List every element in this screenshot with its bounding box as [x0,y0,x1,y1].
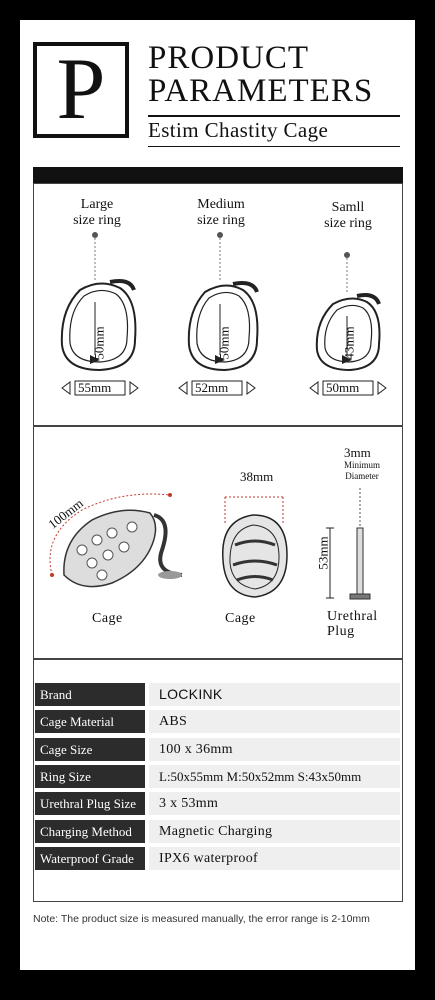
ring-label-line: size ring [73,213,121,228]
cage-front-drawing [205,485,300,605]
cage-front-caption: Cage [225,611,256,626]
ring-large-height: 50mm [91,326,107,360]
measurement-note: Note: The product size is measured manually, the error range is 2-10mm [33,913,370,925]
plug-diameter: 3mm [344,445,371,460]
spec-row-brand [35,683,400,706]
plug-caption [327,609,378,639]
spec-value: Magnetic Charging [149,820,400,843]
spec-value: ABS [149,710,400,733]
ring-medium-height: 50mm [216,326,232,360]
page-title [148,42,373,108]
ring-label-line: Medium [197,197,245,212]
plug-length: 53mm [315,536,331,570]
spec-value: L:50x55mm M:50x52mm S:43x50mm [149,765,400,788]
page-subtitle: Estim Chastity Cage [148,118,329,142]
spec-label: Cage Material [35,710,145,733]
ring-small-width: 50mm [326,380,360,395]
ring-label-line: size ring [197,213,245,228]
ring-label-line: size ring [324,216,372,231]
spec-row-waterproof [35,847,400,870]
spec-value: 100 x 36mm [149,738,400,761]
spec-value: 3 x 53mm [149,792,400,815]
logo-letter: P [56,41,106,138]
plug-diameter-note [337,460,387,482]
cage-length-label: 100mm [45,495,86,532]
spec-label: Cage Size [35,738,145,761]
title-divider [148,115,400,117]
spec-row-ring-size [35,765,400,788]
spec-row-material [35,710,400,733]
plug-caption-line: Urethral [327,609,378,624]
ring-large-drawing [50,230,150,395]
ring-label-medium [176,197,266,229]
ring-medium-drawing [175,230,275,395]
cage-side-caption: Cage [92,611,123,626]
spec-row-charging [35,820,400,843]
plug-note-line: Minimum [343,460,380,470]
ring-label-line: Large [80,197,114,212]
plug-note-line: Diameter [345,471,379,481]
spec-label: Urethral Plug Size [35,792,145,815]
ring-small-height: 43mm [341,326,357,360]
spec-value: LOCKINK [149,683,400,706]
ring-small-drawing [305,230,395,395]
plug-caption-line: Plug [327,624,355,639]
spec-row-plug-size [35,792,400,815]
title-line-2: PARAMETERS [148,73,374,109]
ring-medium-width: 52mm [195,380,229,395]
spec-label: Brand [35,683,145,706]
section-bar [33,167,403,183]
spec-row-cage-size [35,738,400,761]
ring-label-small [303,200,393,232]
spec-label: Waterproof Grade [35,847,145,870]
spec-label: Charging Method [35,820,145,843]
ring-label-large [52,197,142,229]
ring-large-width: 55mm [78,380,112,395]
cage-width-label: 38mm [240,469,274,484]
ring-label-line: Samll [331,200,365,215]
spec-label: Ring Size [35,765,145,788]
subtitle-divider [148,146,400,147]
spec-value: IPX6 waterproof [149,847,400,870]
cage-side-drawing [42,475,187,600]
product-sheet [20,20,415,970]
title-line-1: PRODUCT [148,40,310,76]
logo-box [33,42,129,138]
